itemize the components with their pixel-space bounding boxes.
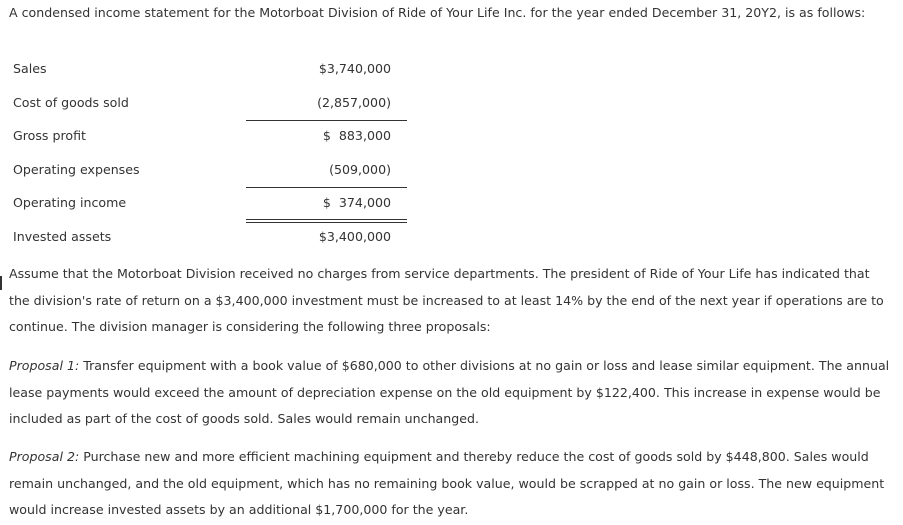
row-label: Invested assets [13,228,112,244]
row-amount: $3,400,000 [318,228,391,244]
row-label: Sales [13,61,47,76]
row-amount: $ 883,000 [322,128,391,144]
row-label: Cost of goods sold [13,94,129,110]
row-amount: $3,740,000 [318,61,391,76]
proposal-2-paragraph [9,444,894,524]
row-label: Operating income [13,195,127,211]
row-amount: (509,000) [329,161,391,177]
row-amount: $ 374,000 [322,195,391,211]
row-label: Gross profit [13,128,86,144]
row-label: Operating expenses [13,161,140,177]
proposal-1-label: Proposal 1: [9,358,80,373]
assumption-paragraph: Assume that the Motorboat Division received no charges from service departments. The president of Ride of Your Life has indicated that the division's rate of return on a $3,400,000 investment must be increased to at least 14% by the end of the next year if operations are to continue. The division manager is considering the following three proposals: [9,266,884,334]
single-underline [246,187,407,188]
proposal-2-text: Purchase new and more efficient machining equipment and thereby reduce the cost of goods sold by $448,800. Sales would remain unchanged, and the old equipment, which has no remaining book value, would be scrapped at no gain or loss. The new equipment would increase invested assets by an additional $1,700,000 for the year. [9,449,885,517]
intro-paragraph: A condensed income statement for the Motorboat Division of Ride of Your Life Inc. for the year ended December 31, 20Y2, is as follows: [9,5,866,20]
statement-row-invested-assets [13,223,413,257]
statement-row-cost-of-goods-sold [13,89,413,123]
statement-row-sales [13,55,413,89]
proposal-1-text: Transfer equipment with a book value of $680,000 to other divisions at no gain or loss and lease similar equipment. The annual lease payments would exceed the amount of depreciation expense on the old equipment by $122,400. This increase in expense would be included as part of the cost of goods sold. Sales would remain unchanged. [9,358,890,426]
proposal-2-label: Proposal 2: [9,449,80,464]
statement-row-gross-profit [13,122,413,156]
statement-row-operating-income [13,189,413,223]
statement-row-operating-expenses [13,156,413,190]
row-amount: (2,857,000) [317,94,391,110]
proposal-1-paragraph [9,353,894,433]
text-cursor-marker [0,276,2,290]
income-statement [13,55,413,257]
single-underline [246,120,407,121]
